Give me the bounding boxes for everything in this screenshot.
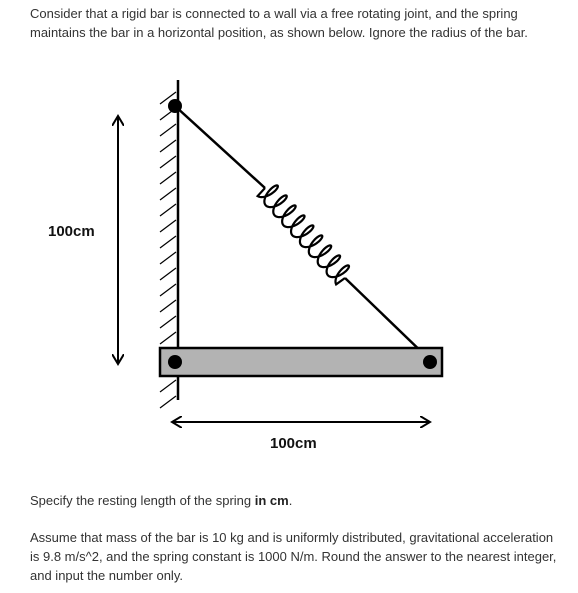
wall-hatch-tick (160, 252, 176, 264)
vertical-dimension-label: 100cm (48, 223, 95, 240)
wall-hatch-tick (160, 396, 176, 408)
wall-hatch-tick (160, 156, 176, 168)
wall-hatch-tick (160, 236, 176, 248)
bar-spring-joint (423, 355, 437, 369)
wall-hatch-tick (160, 332, 176, 344)
wall-hatch-tick (160, 268, 176, 280)
assumptions-text: Assume that mass of the bar is 10 kg and is uniformly distributed, gravitational acceleration is 9.8 m/s^2, and the spring constant is 1000 N/m. Round the answer to the nearest integer, and input the number only. (30, 530, 557, 583)
wall-hatch-tick (160, 204, 176, 216)
bar-pivot-joint (168, 355, 182, 369)
wall-hatch-tick (160, 316, 176, 328)
spring-upper-wire (175, 106, 265, 188)
rigid-bar (160, 348, 442, 376)
wall-hatch-tick (160, 124, 176, 136)
wall-hatch-tick (160, 220, 176, 232)
problem-intro: Consider that a rigid bar is connected to a wall via a free rotating joint, and the spring maintains the bar in a horizontal position, as shown below. Ignore the radius of the bar. (30, 6, 528, 40)
horizontal-dimension-label: 100cm (270, 435, 317, 452)
wall-hatch-tick (160, 172, 176, 184)
wall-hatch-tick (160, 284, 176, 296)
spring-coil (258, 185, 349, 284)
question-suffix: . (288, 493, 293, 508)
question-unit-emphasis: in cm (254, 493, 289, 508)
wall-hatch-tick (160, 188, 176, 200)
wall-hatch-tick (160, 300, 176, 312)
question-prefix: Specify the resting length of the spring (30, 493, 255, 508)
wall-spring-joint (168, 99, 182, 113)
question-text (30, 491, 558, 510)
wall-hatch-tick (160, 140, 176, 152)
wall-hatch-tick (160, 380, 176, 392)
